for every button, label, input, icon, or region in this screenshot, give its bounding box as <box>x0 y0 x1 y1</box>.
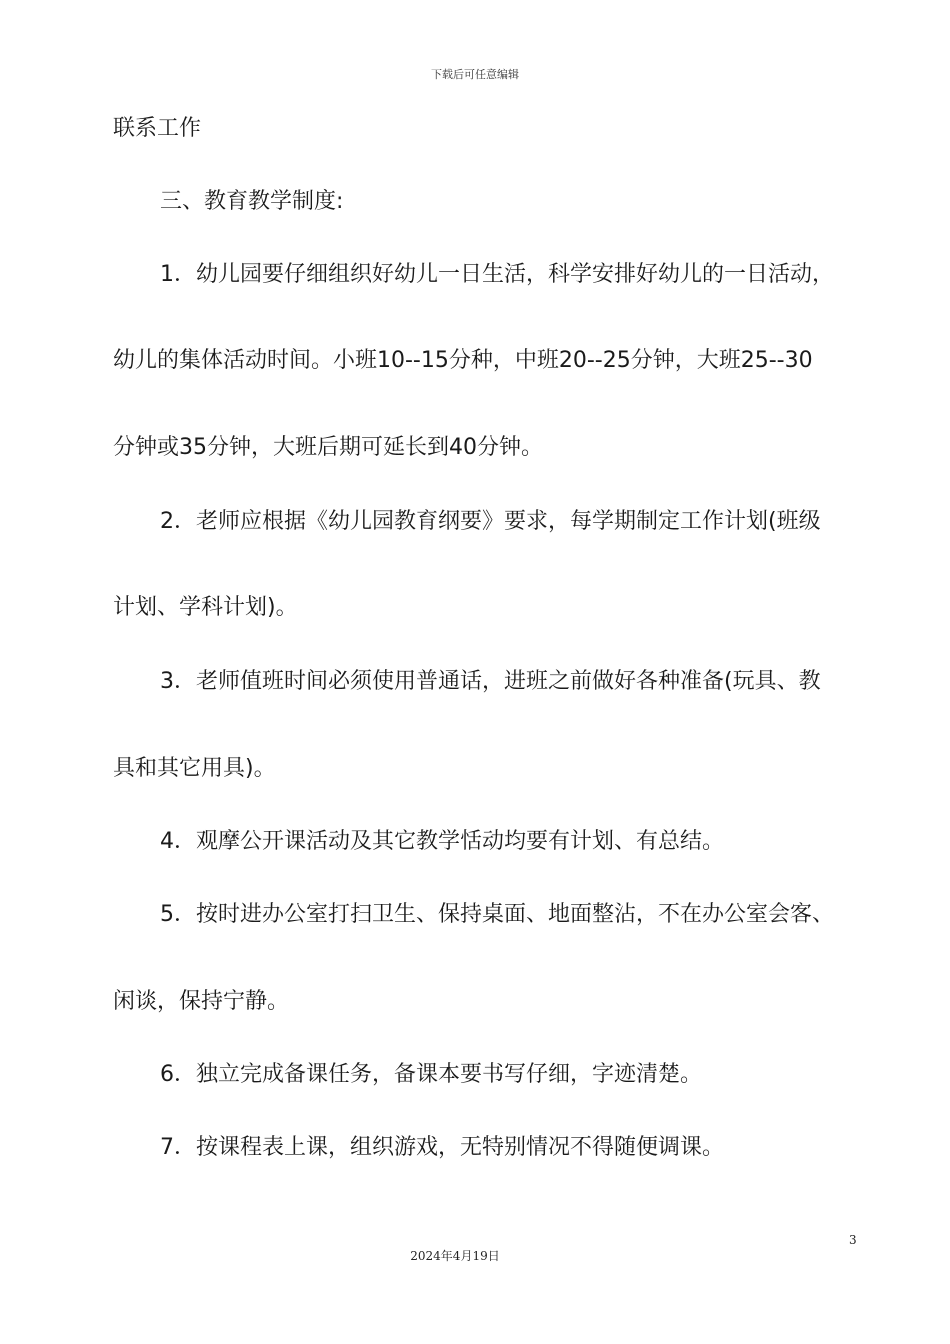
footer-date: 2024年4月19日 <box>410 1249 500 1263</box>
item-4-line-1: 4．观摩公开课活动及其它教学恬动均要有计划、有总结。 <box>160 829 724 854</box>
item-7-line-1: 7．按课程表上课，组织游戏，无特别情况不得随便调课。 <box>160 1135 724 1160</box>
item-1-line-3: 分钟或35分钟，大班后期可延长到40分钟。 <box>113 435 543 460</box>
item-3-line-1: 3．老师值班时间必须使用普通话，进班之前做好各种准备(玩具、教 <box>160 669 821 694</box>
page-number: 3 <box>849 1233 857 1247</box>
item-2-line-2: 计划、学科计划)。 <box>113 595 298 620</box>
item-3-line-2: 具和其它用具)。 <box>113 756 276 781</box>
item-5-line-1: 5．按时进办公室打扫卫生、保持桌面、地面整沾，不在办公室会客、 <box>160 902 834 927</box>
text-line-continuation: 联系工作 <box>113 116 202 141</box>
section-heading: 三、教育教学制度: <box>160 189 344 214</box>
item-6-line-1: 6．独立完成备课任务，备课本要书写仔细，字迹清楚。 <box>160 1062 702 1087</box>
item-1-line-1: 1．幼儿园要仔细组织好幼儿一日生活，科学安排好幼儿的一日活动， <box>160 262 834 287</box>
item-2-line-1: 2．老师应根据《幼儿园教育纲要》要求，每学期制定工作计划(班级 <box>160 509 821 534</box>
item-5-line-2: 闲谈，保持宁静。 <box>113 989 290 1014</box>
page-header: 下载后可任意编辑 <box>431 68 519 81</box>
item-1-line-2: 幼儿的集体活动时间。小班10--15分种，中班20--25分钟，大班25--30 <box>113 348 813 373</box>
